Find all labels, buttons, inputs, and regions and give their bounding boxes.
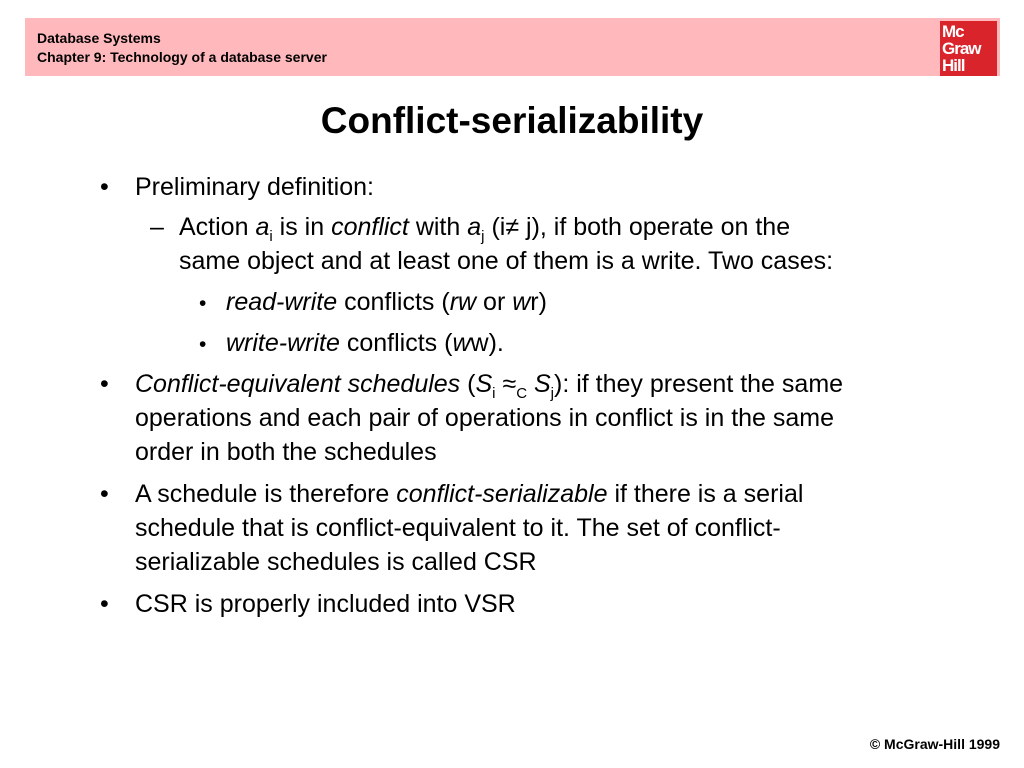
case-dot: •: [199, 292, 207, 315]
dash-marker: –: [150, 213, 164, 241]
conflict-serializable-line1: A schedule is therefore conflict-serializable if there is a serial: [135, 480, 804, 508]
course-title: Database Systems: [37, 30, 161, 46]
copyright-footer: © McGraw-Hill 1999: [869, 736, 1000, 752]
chapter-title: Chapter 9: Technology of a database server: [37, 49, 327, 65]
case-dot: •: [199, 333, 207, 356]
action-definition-line1: Action $a_i$ is in conflict with $a_j$ (i≠ j), if both operate on the: [179, 213, 791, 245]
bullet-dot: •: [100, 173, 109, 201]
case-write-write: write-write conflicts (ww).: [226, 329, 504, 357]
logo-line-3: Hill: [942, 56, 965, 75]
conflict-equivalent-line2: operations and each pair of operations in conflict is in the same: [135, 404, 835, 432]
action-definition-line2: same object and at least one of them is a write. Two cases:: [179, 247, 834, 275]
bullet-dot: •: [100, 370, 109, 398]
logo-line-2: Graw: [942, 39, 981, 58]
conflict-equivalent-line1: Conflict-equivalent schedules ($S_i \approx_C$ $S_j$): if they present the same: [135, 370, 844, 402]
header-text: [37, 29, 327, 67]
mcgraw-hill-logo: [940, 21, 997, 76]
bullet-dot: •: [100, 590, 109, 618]
csr-vsr-statement: CSR is properly included into VSR: [135, 590, 516, 618]
slide-title: Conflict-serializability: [320, 100, 704, 141]
conflict-serializable-line3: serializable schedules is called CSR: [135, 548, 537, 576]
header-bar: [25, 18, 1000, 76]
conflict-equivalent-line3: order in both the schedules: [135, 438, 437, 466]
bullet-dot: •: [100, 480, 109, 508]
conflict-serializable-line2: schedule that is conflict-equivalent to it. The set of conflict-: [135, 514, 781, 542]
bullet-preliminary: Preliminary definition:: [135, 173, 374, 201]
case-read-write: read-write conflicts (rw or wr): [226, 288, 547, 316]
logo-line-1: Mc: [942, 22, 964, 41]
